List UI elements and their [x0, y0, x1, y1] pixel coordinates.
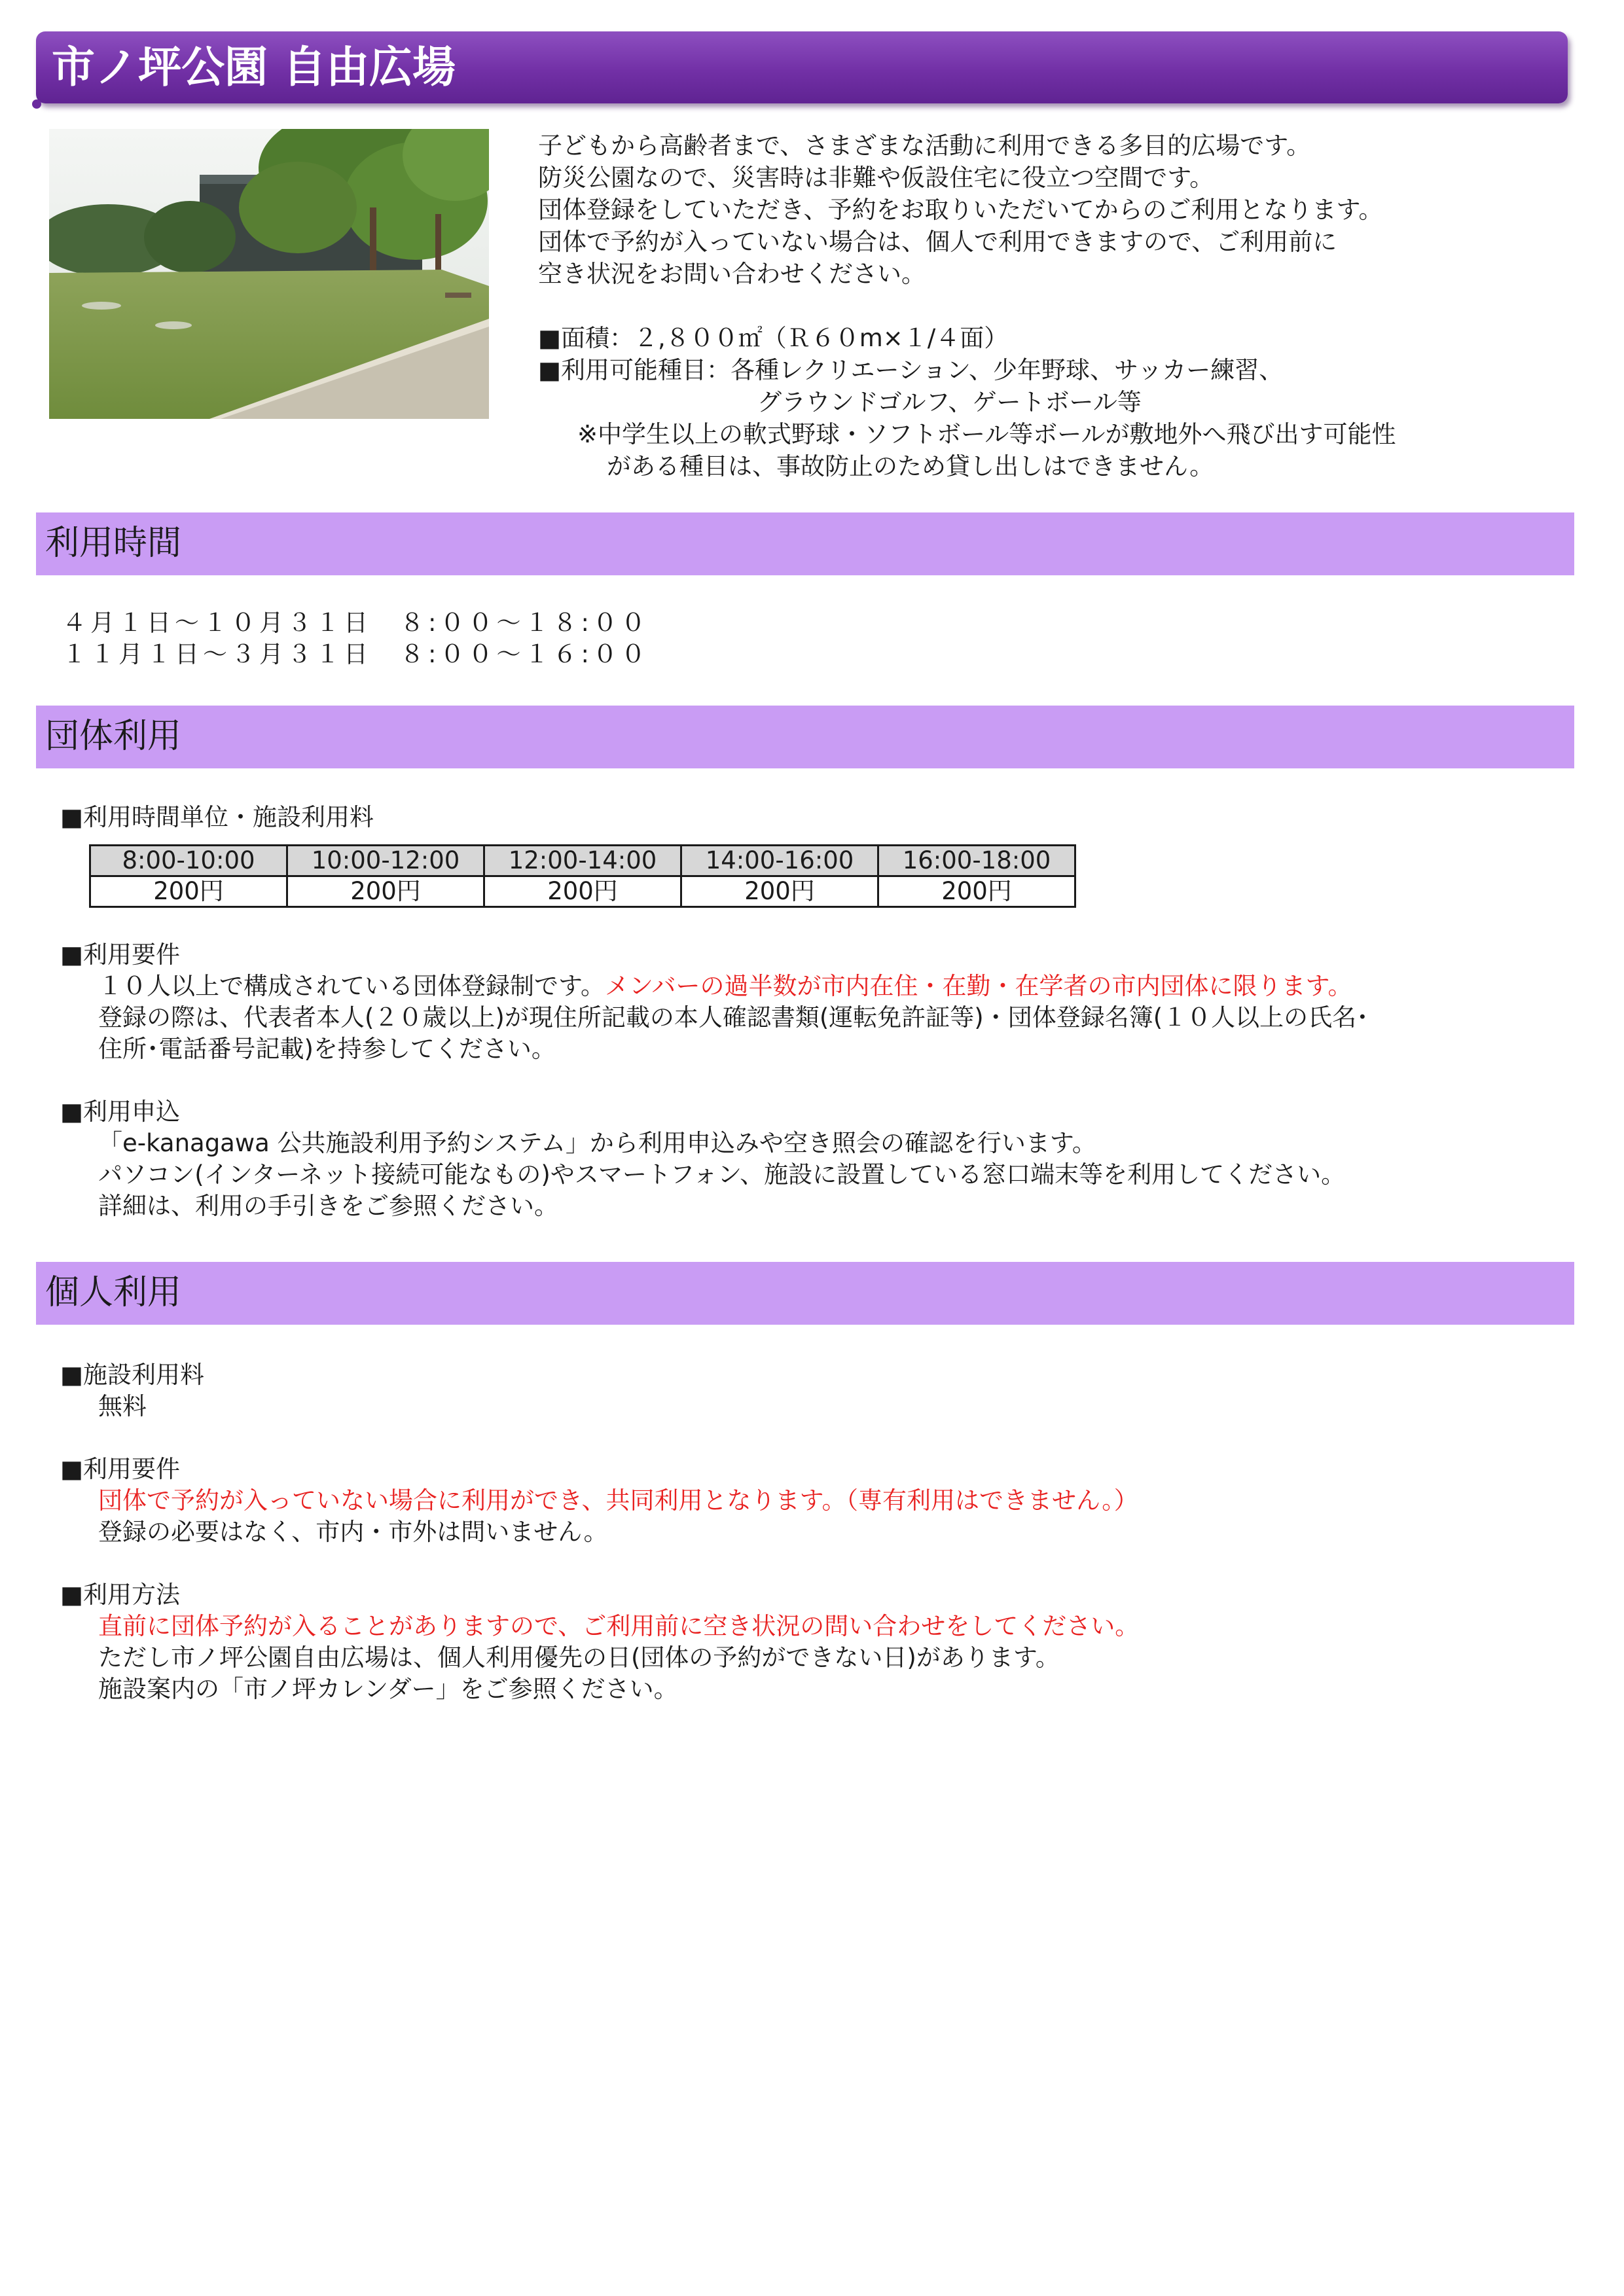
- individual-method-line: 直前に団体予約が入ることがありますので、ご利用前に空き状況の問い合わせをしてください。: [98, 1612, 1140, 1640]
- fee-cell: 200円: [484, 876, 681, 907]
- individual-requirement-label: ■利用要件: [60, 1455, 180, 1483]
- requirement-line: 登録の際は、代表者本人(２０歳以上)が現住所記載の本人確認書類(運転免許証等)・団体登録名簿(１０人以上の氏名･: [98, 1003, 1369, 1031]
- time-slot-cell: 14:00-16:00: [681, 846, 878, 876]
- title-bar: [36, 31, 1568, 103]
- time-slot-cell: 16:00-18:00: [878, 846, 1075, 876]
- section-header-group: [36, 706, 1574, 768]
- application-label: ■利用申込: [60, 1098, 180, 1126]
- requirement-label: ■利用要件: [60, 941, 180, 969]
- intro-line: 団体で予約が入っていない場合は、個人で利用できますので、ご利用前に: [538, 228, 1337, 256]
- individual-fee-value: 無料: [98, 1392, 147, 1420]
- requirement-line: [98, 971, 1352, 1002]
- individual-method-line: 施設案内の「市ノ坪カレンダー」をご参照ください。: [98, 1675, 678, 1703]
- fee-table: [89, 844, 1076, 908]
- intro-line: 子どもから高齢者まで、さまざまな活動に利用できる多目的広場です。: [538, 132, 1311, 160]
- intro-line: 防災公園なので、災害時は非難や仮設住宅に役立つ空間です。: [538, 164, 1214, 192]
- time-slot-cell: 10:00-12:00: [287, 846, 484, 876]
- fee-label: ■利用時間単位・施設利用料: [60, 803, 374, 831]
- title-corner-mark: [32, 99, 41, 109]
- fee-cell: 200円: [878, 876, 1075, 907]
- fee-cell: 200円: [287, 876, 484, 907]
- fee-cell: 200円: [681, 876, 878, 907]
- application-line: 「e-kanagawa 公共施設利用予約システム」から利用申込みや空き照会の確認を行います。: [98, 1129, 1096, 1157]
- fee-cell: 200円: [90, 876, 287, 907]
- table-row: [90, 876, 1075, 907]
- intro-line: 団体登録をしていただき、予約をお取りいただいてからのご利用となります。: [538, 196, 1383, 224]
- section-heading: 利用時間: [45, 524, 182, 563]
- section-heading: 団体利用: [45, 717, 182, 756]
- individual-method-line: ただし市ノ坪公園自由広場は、個人利用優先の日(団体の予約ができない日)があります。: [98, 1643, 1060, 1672]
- hours-line: １１月１日～３月３１日 ８:００～１６:００: [62, 640, 649, 668]
- section-heading: 個人利用: [45, 1273, 182, 1312]
- intro-text: [538, 130, 1559, 482]
- types-line-1: ■利用可能種目：各種レクリエーション、少年野球、サッカー練習、: [538, 356, 1284, 384]
- types-line-2: グラウンドゴルフ、ゲートボール等: [757, 388, 1142, 416]
- page-title: 市ノ坪公園 自由広場: [52, 42, 456, 92]
- intro-line: 空き状況をお問い合わせください。: [538, 260, 926, 288]
- section-header-individual: [36, 1262, 1574, 1325]
- park-photo-image: [49, 129, 489, 419]
- hours-line: ４月１日～１０月３１日 ８:００～１８:００: [62, 609, 649, 637]
- application-line: 詳細は、利用の手引きをご参照ください。: [98, 1192, 558, 1220]
- individual-requirement-line: 登録の必要はなく、市内・市外は問いません。: [98, 1518, 608, 1546]
- individual-fee-label: ■施設利用料: [60, 1361, 204, 1389]
- individual-method-label: ■利用方法: [60, 1581, 180, 1609]
- application-line: パソコン(インターネット接続可能なもの)やスマートフォン、施設に設置している窓口端末等を利用してください。: [98, 1160, 1346, 1189]
- note-line-2: がある種目は、事故防止のため貸し出しはできません。: [607, 452, 1214, 480]
- area-info: ■面積：２,８００㎡（Ｒ６０m×１/４面）: [538, 324, 1009, 352]
- intro-spacer: [538, 290, 1559, 322]
- park-photo: [49, 129, 489, 419]
- note-line-1: ※中学生以上の軟式野球・ソフトボール等ボールが敷地外へ飛び出す可能性: [577, 420, 1396, 448]
- requirement-highlight: メンバーの過半数が市内在住・在勤・在学者の市内団体に限ります。: [605, 972, 1352, 1000]
- table-row: [90, 846, 1075, 876]
- requirement-text: １０人以上で構成されている団体登録制です。: [98, 972, 605, 1000]
- individual-requirement-line: 団体で予約が入っていない場合に利用ができ、共同利用となります。（専有利用はできません。）: [98, 1486, 1138, 1515]
- time-slot-cell: 8:00-10:00: [90, 846, 287, 876]
- requirement-line: 住所･電話番号記載)を持参してください。: [98, 1035, 556, 1063]
- section-header-hours: [36, 512, 1574, 575]
- time-slot-cell: 12:00-14:00: [484, 846, 681, 876]
